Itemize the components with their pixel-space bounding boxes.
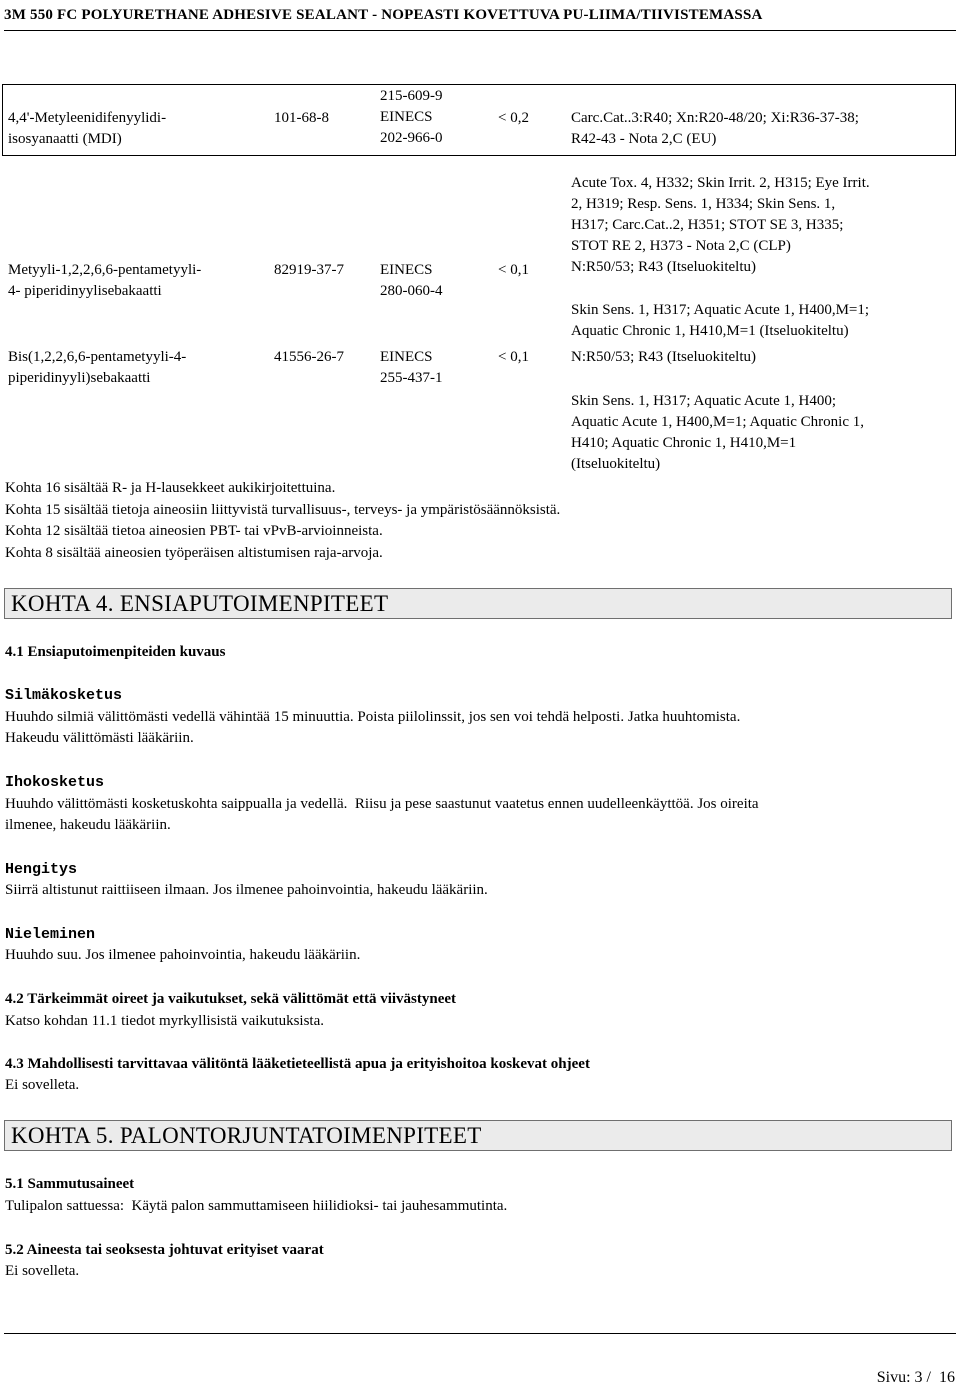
cas-number: 82919-37-7	[274, 262, 344, 278]
subsection-4-3-text: Ei sovelleta.	[5, 1077, 80, 1093]
subsection-4-1-title: 4.1 Ensiaputoimenpiteiden kuvaus	[5, 644, 226, 660]
note-line: Kohta 15 sisältää tietoja aineosiin liittyvistä turvallisuus-, terveys- ja ympäristösäännöksistä.	[5, 501, 561, 518]
component-name	[8, 260, 268, 302]
percent-value: < 0,1	[498, 349, 529, 365]
component-name-line: 4,4'-Metyleenidifenyylidi-	[8, 110, 167, 126]
cas-number: 101-68-8	[274, 110, 329, 126]
ingestion-title: Nieleminen	[5, 926, 96, 943]
note-line: Kohta 16 sisältää R- ja H-lausekkeet aukikirjoitettuina.	[5, 480, 336, 496]
composition-notes	[5, 478, 955, 565]
skin-contact-line: ilmenee, hakeudu lääkäriin.	[5, 817, 171, 833]
classification	[571, 173, 956, 342]
classification-line: H317; Carc.Cat..2, H351; STOT SE 3, H335;	[571, 217, 844, 233]
inhalation-text: Siirrä altistunut raittiiseen ilmaan. Jos ilmenee pahoinvointia, hakeudu lääkäriin.	[5, 882, 488, 898]
classification-line: Aquatic Chronic 1, H410,M=1 (Itseluokiteltu)	[571, 323, 849, 339]
classification-line: (Itseluokiteltu)	[571, 456, 661, 472]
section-4-title: KOHTA 4. ENSIAPUTOIMENPITEET	[4, 588, 952, 619]
classification-line: Carc.Cat..3:R40; Xn:R20-48/20; Xi:R36-37-38;	[571, 110, 859, 126]
ec-number-line: EINECS	[380, 262, 433, 278]
component-name-line: Metyyli-1,2,2,6,6-pentametyyli-	[8, 262, 202, 278]
component-name-line: 4- piperidinyylisebakaatti	[8, 283, 162, 299]
eye-contact-line: Huuhdo silmiä välittömästi vedellä vähintää 15 minuuttia. Poista piilolinssit, jos sen voi tehdä helposti. Jatka huuhtomista.	[5, 709, 741, 725]
classification-line: N:R50/53; R43 (Itseluokiteltu)	[571, 259, 756, 275]
classification-line: Skin Sens. 1, H317; Aquatic Acute 1, H400;	[571, 393, 836, 409]
note-line: Kohta 12 sisältää tietoa aineosien PBT- tai vPvB-arvioinneista.	[5, 523, 383, 540]
eye-contact-line: Hakeudu välittömästi lääkäriin.	[5, 730, 194, 746]
component-name-line: isosyanaatti (MDI)	[8, 131, 122, 147]
classification-line: STOT RE 2, H373 - Nota 2,C (CLP)	[571, 238, 791, 254]
ec-number-line: 202-966-0	[380, 130, 443, 146]
skin-contact-line: Huuhdo välittömästi kosketuskohta saippualla ja vedellä. Riisu ja pese saastunut vaatetus ennen uudelleenkäyttöä. Jos oireita	[5, 796, 759, 812]
subsection-4-2-text: Katso kohdan 11.1 tiedot myrkyllisistä vaikutuksista.	[5, 1013, 324, 1029]
component-name	[8, 108, 258, 150]
classification-line	[571, 369, 956, 391]
classification-line: H410; Aquatic Chronic 1, H410,M=1	[571, 435, 797, 451]
subsection-5-1-text: Tulipalon sattuessa: Käytä palon sammuttamiseen hiilidioksi- tai jauhesammutinta.	[5, 1198, 508, 1214]
subsection-4-3-title: 4.3 Mahdollisesti tarvittavaa välitöntä lääketieteellistä apua ja erityishoitoa koskevat ohjeet	[5, 1056, 590, 1072]
document-header-title: 3M 550 FC POLYURETHANE ADHESIVE SEALANT - NOPEASTI KOVETTUVA PU-LIIMA/TIIVISTEMASSA	[4, 7, 763, 23]
note-line: Kohta 8 sisältää aineosien työperäisen altistumisen raja-arvoja.	[5, 545, 383, 562]
ec-number	[380, 86, 480, 149]
inhalation-title: Hengitys	[5, 861, 78, 878]
classification-line	[571, 279, 956, 300]
classification-line: Aquatic Acute 1, H400,M=1; Aquatic Chronic 1,	[571, 414, 864, 430]
classification	[571, 347, 956, 475]
eye-contact-title: Silmäkosketus	[5, 687, 123, 704]
classification-line: Acute Tox. 4, H332; Skin Irrit. 2, H315; Eye Irrit.	[571, 175, 870, 191]
component-name	[8, 347, 268, 389]
subsection-5-2-text: Ei sovelleta.	[5, 1263, 80, 1279]
subsection-5-1-title: 5.1 Sammutusaineet	[5, 1176, 135, 1192]
ec-number	[380, 347, 480, 389]
subsection-5-2-title: 5.2 Aineesta tai seoksesta johtuvat erityiset vaarat	[5, 1242, 324, 1258]
component-name-line: piperidinyyli)sebakaatti	[8, 370, 151, 386]
classification-line: 2, H319; Resp. Sens. 1, H334; Skin Sens. 1,	[571, 196, 836, 212]
ec-number-line: 255-437-1	[380, 370, 443, 386]
percent-value: < 0,2	[498, 110, 529, 126]
eye-contact-text	[5, 707, 955, 749]
footer-rule	[4, 1333, 956, 1334]
classification-line: N:R50/53; R43 (Itseluokiteltu)	[571, 349, 756, 365]
ec-number-line: EINECS	[380, 349, 433, 365]
ec-number-line: 215-609-9	[380, 88, 443, 104]
header-rule	[4, 30, 956, 31]
ingestion-text: Huuhdo suu. Jos ilmenee pahoinvointia, hakeudu lääkäriin.	[5, 947, 361, 963]
classification-line: R42-43 - Nota 2,C (EU)	[571, 131, 717, 147]
page-number: Sivu: 3 / 16	[876, 1369, 955, 1386]
component-name-line: Bis(1,2,2,6,6-pentametyyli-4-	[8, 349, 187, 365]
skin-contact-title: Ihokosketus	[5, 774, 105, 791]
composition-table	[2, 84, 956, 479]
ec-number-line: 280-060-4	[380, 283, 443, 299]
classification-line: Skin Sens. 1, H317; Aquatic Acute 1, H400,M=1;	[571, 302, 870, 318]
ec-number	[380, 260, 480, 302]
subsection-4-2-title: 4.2 Tärkeimmät oireet ja vaikutukset, sekä välittömät että viivästyneet	[5, 991, 457, 1007]
skin-contact-text	[5, 794, 955, 836]
classification	[571, 108, 956, 150]
percent-value: < 0,1	[498, 262, 529, 278]
cas-number: 41556-26-7	[274, 349, 344, 365]
section-5-title: KOHTA 5. PALONTORJUNTATOIMENPITEET	[4, 1120, 952, 1151]
ec-number-line: EINECS	[380, 109, 433, 125]
